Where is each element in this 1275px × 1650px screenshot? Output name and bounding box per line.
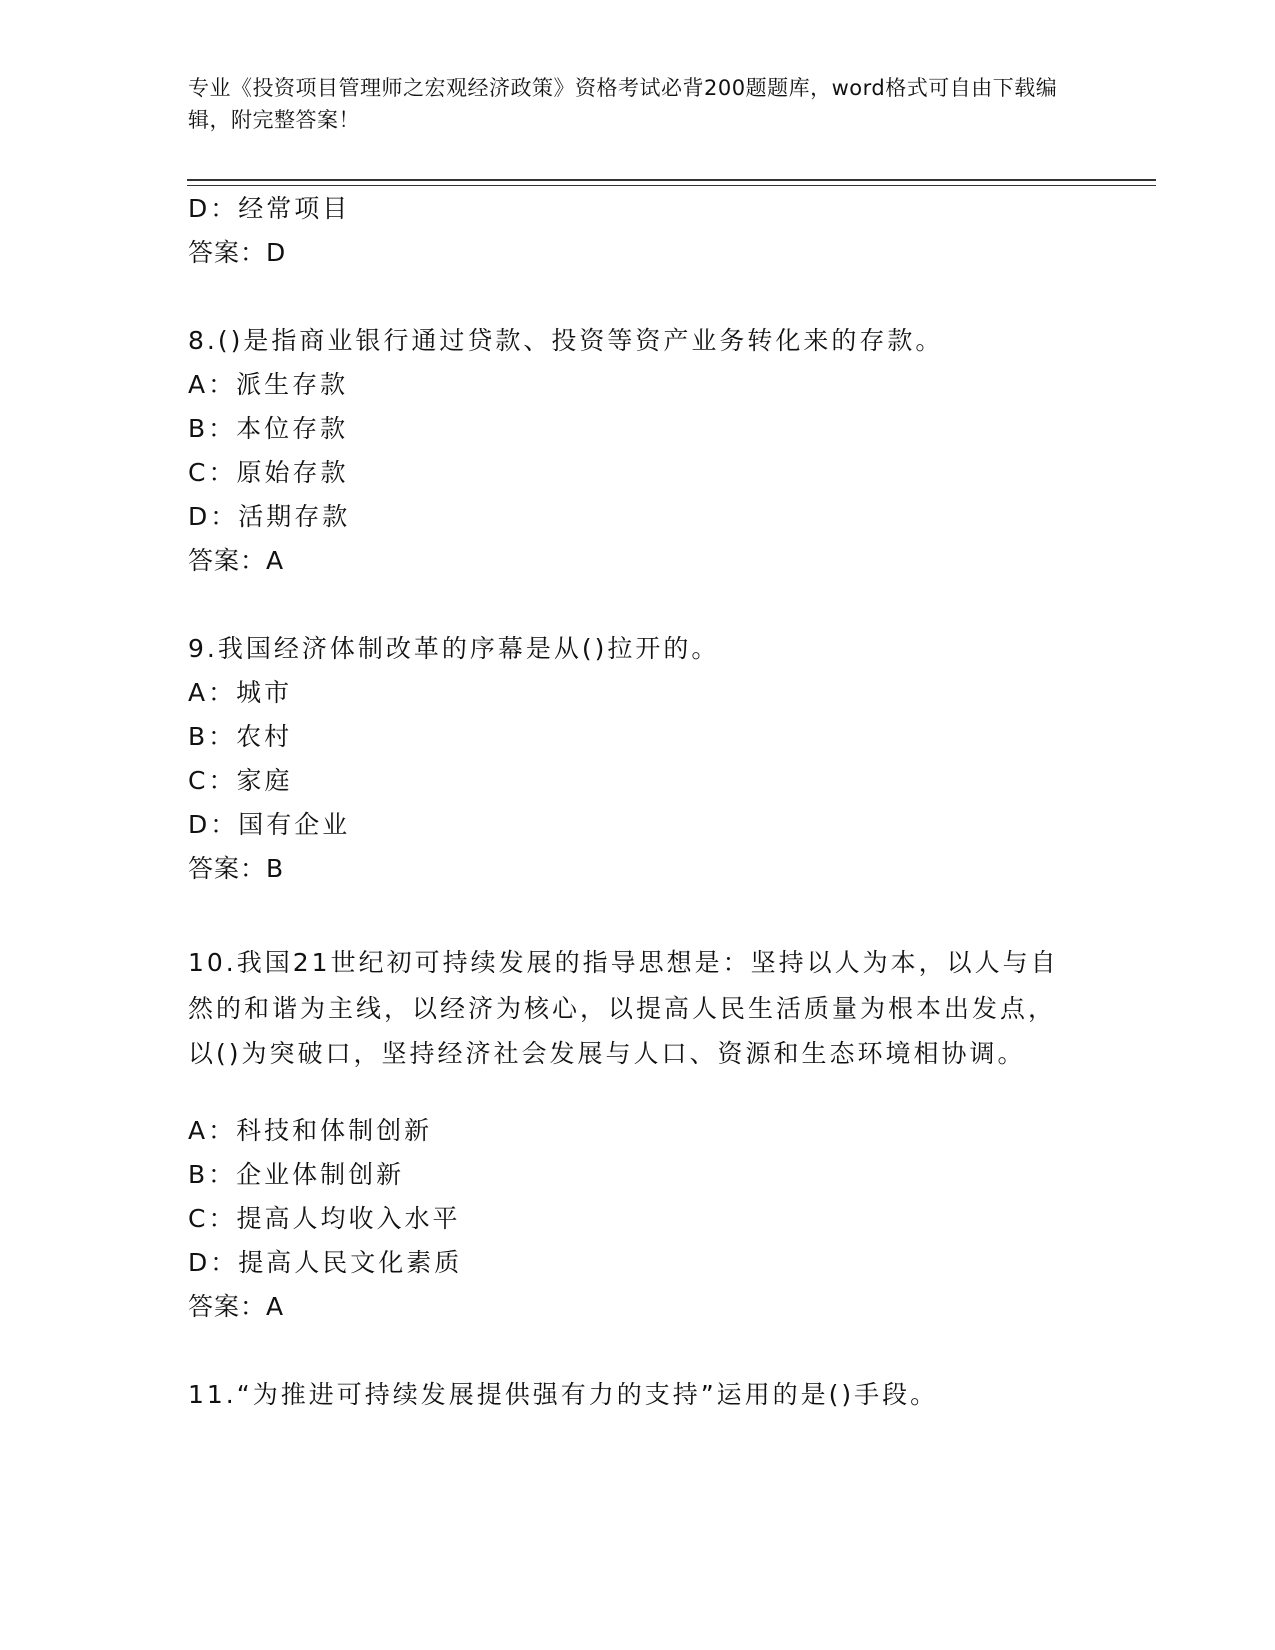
q9-answer: 答案：B: [188, 854, 285, 883]
q10-option-b: B：企业体制创新: [188, 1160, 405, 1189]
q9-option-c: C：家庭: [188, 766, 293, 795]
q9-option-b: B：农村: [188, 722, 293, 751]
q8-option-c: C：原始存款: [188, 458, 349, 487]
q9-question: 9.我国经济体制改革的序幕是从()拉开的。: [188, 634, 720, 663]
q10-option-d: D：提高人民文化素质: [188, 1248, 463, 1277]
q10-question: 10.我国21世纪初可持续发展的指导思想是：坚持以人为本，以人与自然的和谐为主线，以经济为核心，以提高人民生活质量为根本出发点，以()为突破口，坚持经济社会发展与人口、资源和生态环境相协调。: [188, 948, 1059, 1068]
document-header: 专业《投资项目管理师之宏观经济政策》资格考试必背200题题库，word格式可自由下载编辑，附完整答案！: [188, 76, 1058, 132]
q9-option-d: D：国有企业: [188, 810, 351, 839]
q10-answer: 答案：A: [188, 1292, 285, 1321]
q8-option-b: B：本位存款: [188, 414, 349, 443]
q9-option-a: A：城市: [188, 678, 293, 707]
q8-option-d: D：活期存款: [188, 502, 351, 531]
header-rule: [187, 179, 1156, 181]
prev-option-d: D：经常项目: [188, 194, 351, 223]
q10-option-c: C：提高人均收入水平: [188, 1204, 461, 1233]
q11-question: 11.“为推进可持续发展提供强有力的支持”运用的是()手段。: [188, 1380, 939, 1409]
header-rule-thin: [187, 185, 1156, 186]
q8-question: 8.()是指商业银行通过贷款、投资等资产业务转化来的存款。: [188, 326, 944, 355]
q10-option-a: A：科技和体制创新: [188, 1116, 433, 1145]
q8-option-a: A：派生存款: [188, 370, 349, 399]
prev-answer: 答案：D: [188, 238, 287, 267]
q8-answer: 答案：A: [188, 546, 285, 575]
